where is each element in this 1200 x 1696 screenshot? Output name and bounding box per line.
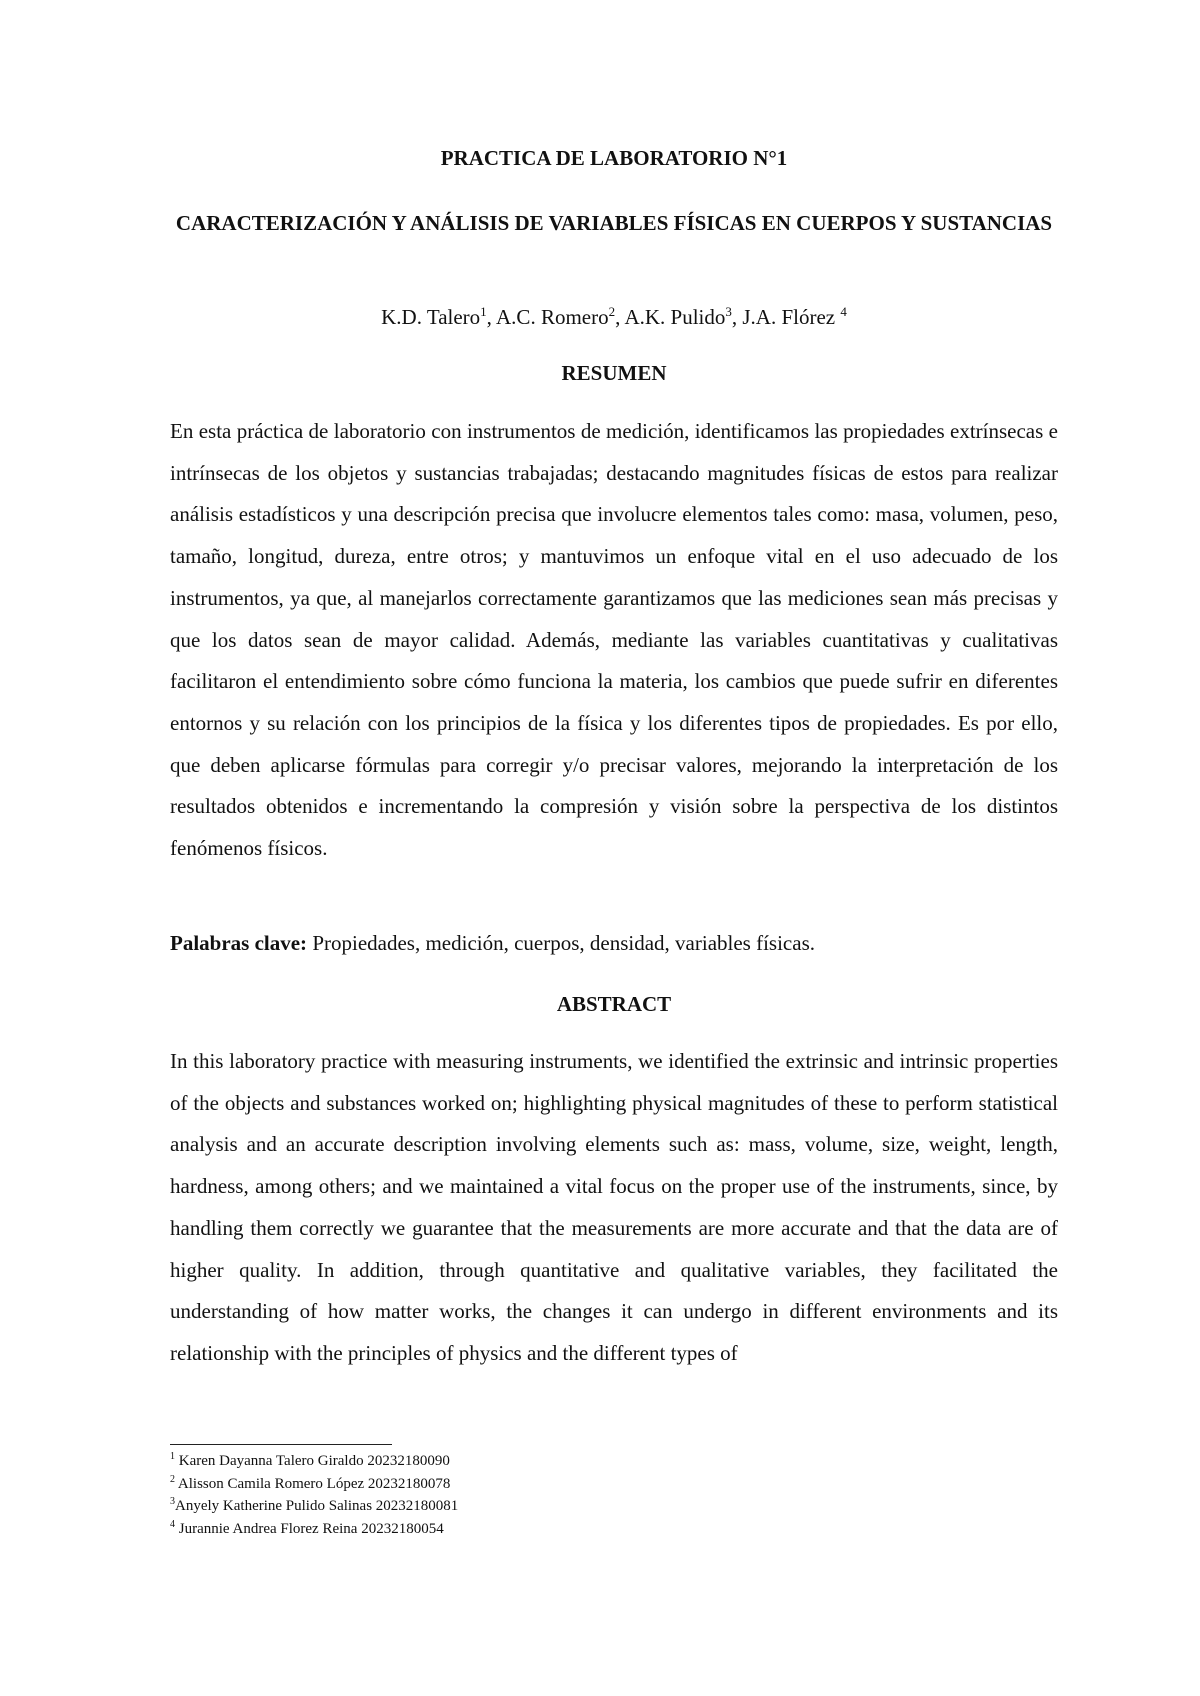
footnote-text: Karen Dayanna Talero Giraldo 20232180090 [175, 1453, 450, 1469]
author-separator: , [615, 305, 625, 329]
author-name: K.D. Talero [381, 305, 481, 329]
author-list [170, 305, 1058, 330]
footnote-mark: 1 [170, 1451, 175, 1462]
footnote-item [170, 1518, 458, 1541]
document-subtitle: CARACTERIZACIÓN Y ANÁLISIS DE VARIABLES FÍSICAS EN CUERPOS Y SUSTANCIAS [175, 211, 1053, 235]
document-title: PRACTICA DE LABORATORIO N°1 [440, 146, 788, 170]
footnote-item [170, 1450, 458, 1473]
footnote-text: Jurannie Andrea Florez Reina 20232180054 [175, 1520, 444, 1537]
footnote-text: Anyely Katherine Pulido Salinas 20232180081 [175, 1498, 459, 1514]
footnote-divider [170, 1444, 392, 1445]
abstract-heading: ABSTRACT [556, 992, 672, 1016]
author-footnote-ref[interactable]: 2 [608, 304, 616, 319]
keywords-line [170, 923, 1058, 965]
author-footnote-ref[interactable]: 3 [725, 304, 732, 319]
footnote-item [170, 1495, 458, 1518]
author-separator: , [486, 305, 497, 329]
abstract-paragraph: In this laboratory practice with measuring instruments, we identified the extrinsic and intrinsic properties of the objects and substances worked on; highlighting physical magnitudes of these to perform statistical analysis and an accurate description involving elements such as: mass, volume, size, weight, length, hardness, among others; and we maintained a vital focus on the proper use of the instruments, since, by handling them correctly we guarantee that the measurements are more accurate and that the data are of higher quality. In addition, through quantitative and qualitative variables, they facilitated the understanding of how matter works, the changes it can undergo in different environments and its relationship with the principles of physics and the different types of [170, 1049, 1058, 1365]
resumen-heading: RESUMEN [561, 361, 667, 385]
author-name: J.A. Flórez [742, 305, 841, 329]
footnote-text: Alisson Camila Romero López 20232180078 [175, 1475, 451, 1492]
keywords-text: Propiedades, medición, cuerpos, densidad, variables físicas. [307, 931, 815, 955]
resumen-paragraph: En esta práctica de laboratorio con instrumentos de medición, identificamos las propiedades extrínsecas e intrínsecas de los objetos y sustancias trabajadas; destacando magnitudes físicas de estos para realizar análisis estadísticos y una descripción precisa que involucre elementos tales como: masa, volumen, peso, tamaño, longitud, dureza, entre otros; y mantuvimos un enfoque vital en el uso adecuado de los instrumentos, ya que, al manejarlos correctamente garantizamos que las mediciones sean más precisas y que los datos sean de mayor calidad. Además, mediante las variables cuantitativas y cualitativas facilitaron el entendimiento sobre cómo funciona la materia, los cambios que puede sufrir en diferentes entornos y su relación con los principios de la física y los diferentes tipos de propiedades. Es por ello, que deben aplicarse fórmulas para corregir y/o precisar valores, mejorando la interpretación de los resultados obtenidos e incrementando la compresión y visión sobre la perspectiva de los distintos fenómenos físicos. [170, 419, 1058, 861]
footnote-item [170, 1473, 458, 1496]
footnote-mark: 2 [170, 1473, 175, 1485]
footnote-mark: 3 [170, 1496, 175, 1507]
footnotes [170, 1450, 458, 1540]
author-footnote-ref[interactable]: 4 [840, 304, 847, 319]
footnote-mark: 4 [170, 1518, 175, 1530]
author-footnote-ref[interactable]: 1 [480, 304, 487, 319]
author-name: A.K. Pulido [624, 305, 726, 329]
author-name: A.C. Romero [496, 305, 609, 329]
author-separator: , [731, 305, 743, 329]
keywords-label: Palabras clave: [170, 931, 308, 955]
